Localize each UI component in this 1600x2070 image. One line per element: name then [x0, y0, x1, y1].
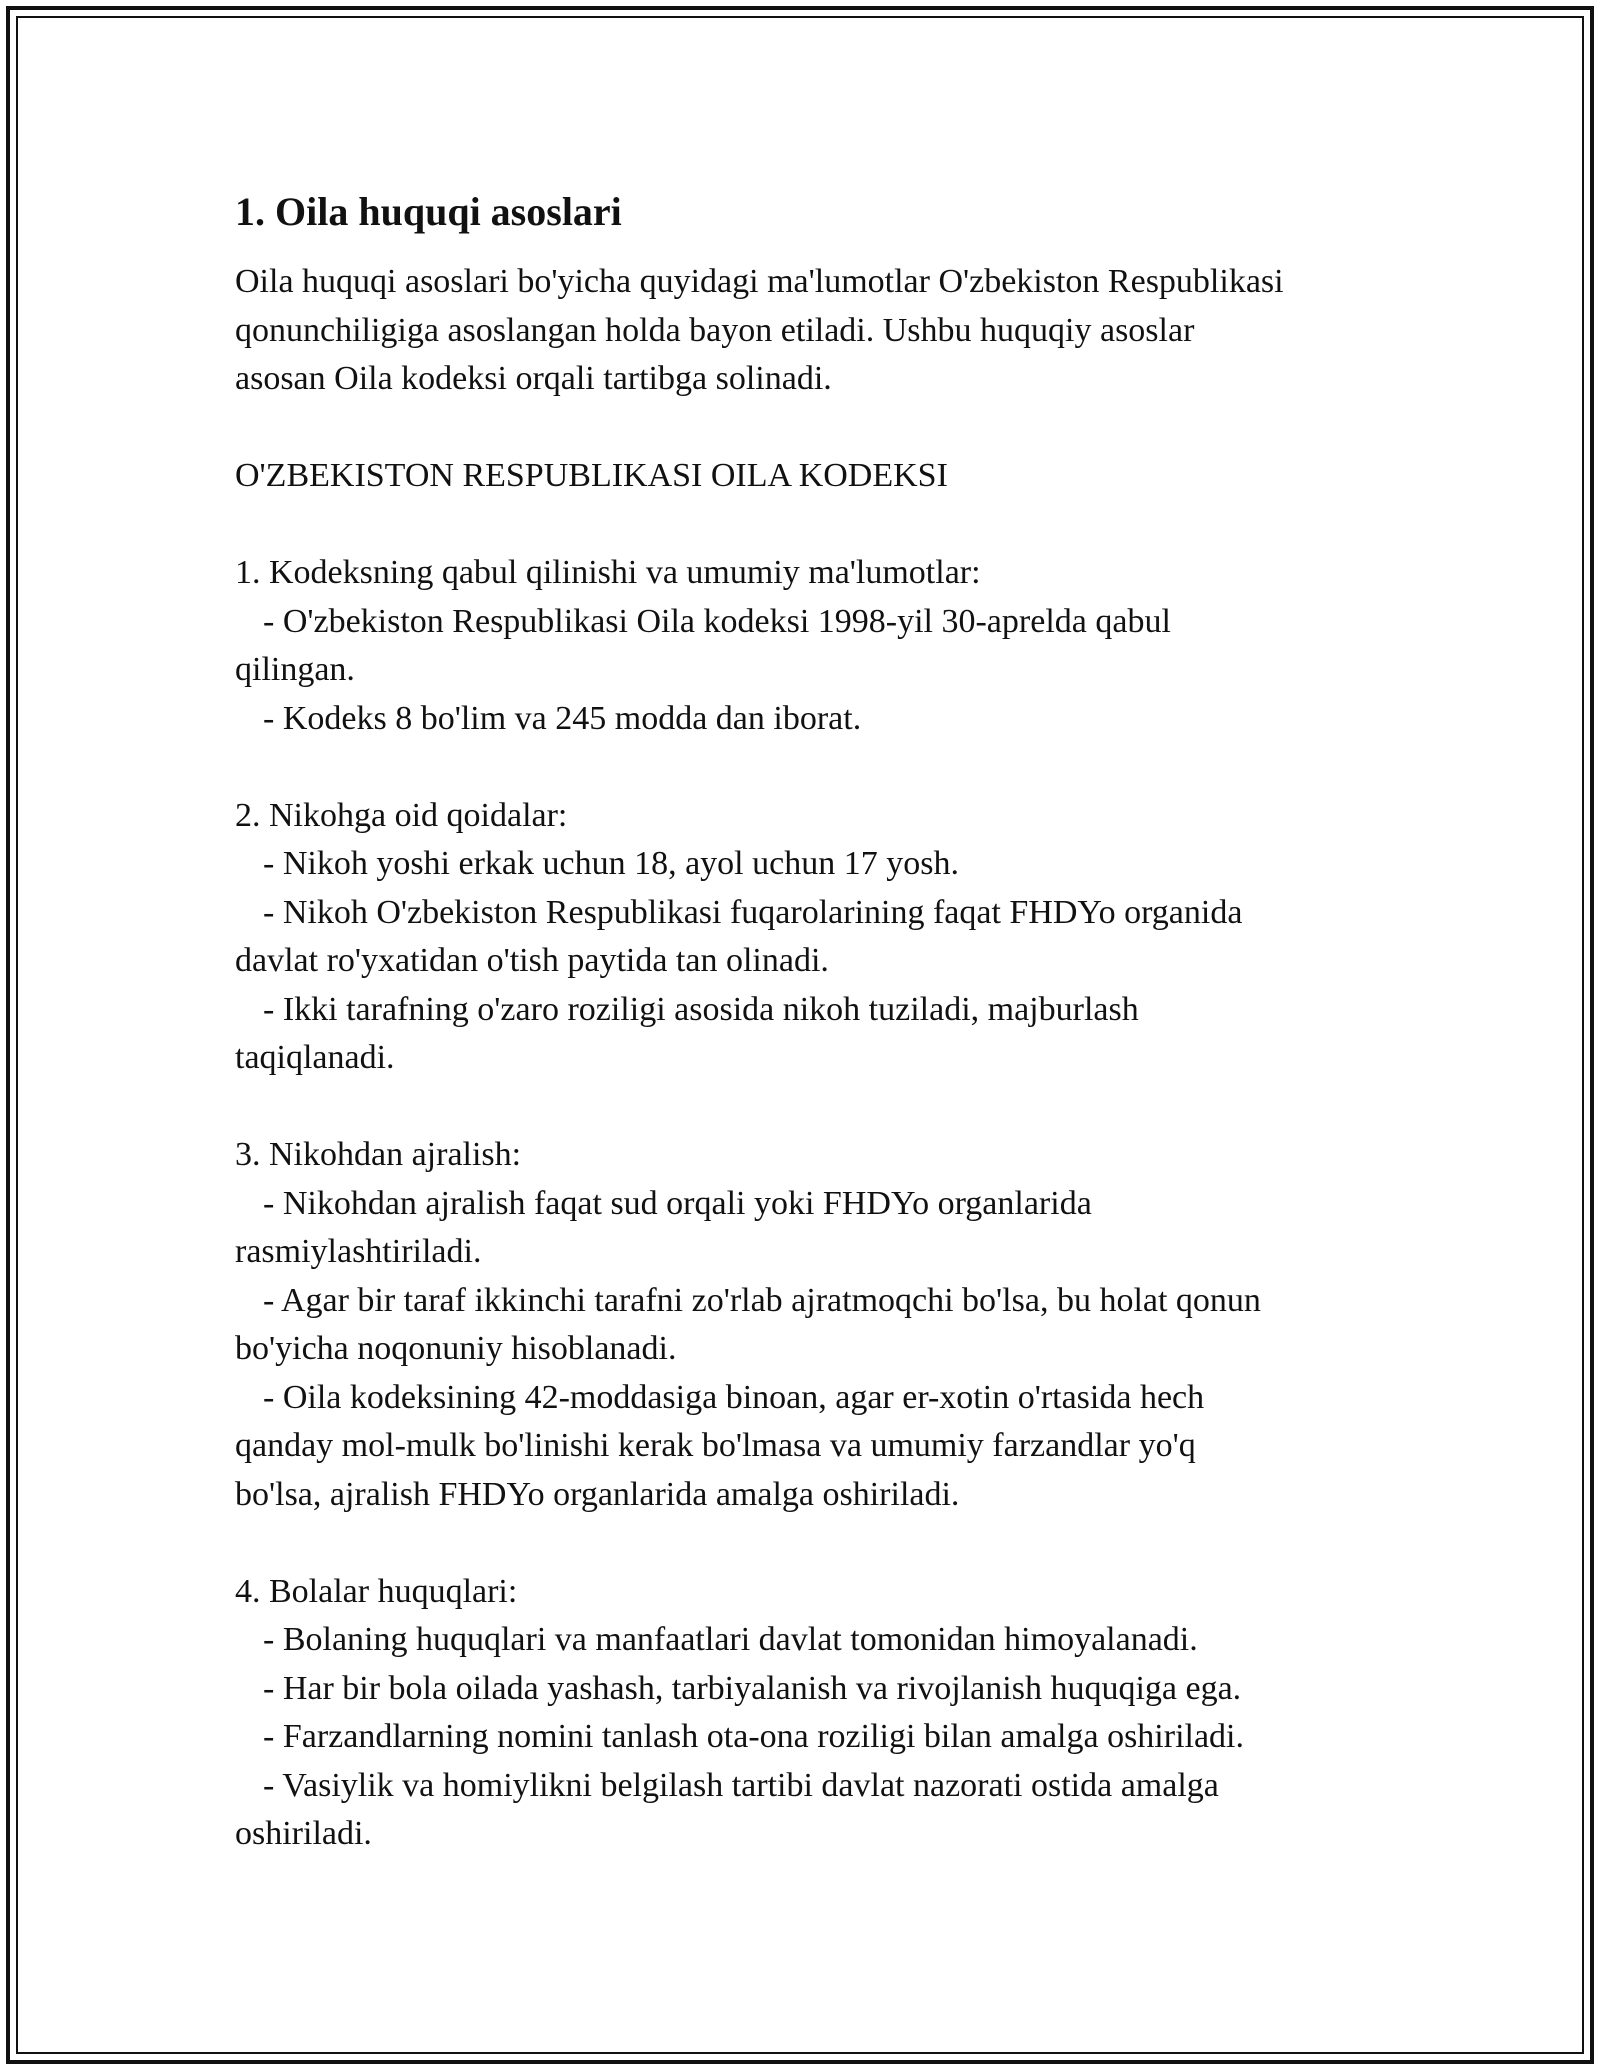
list-item [235, 1762, 1375, 1859]
list-item [235, 1277, 1375, 1374]
list-item [235, 1374, 1375, 1520]
section-heading: 1. Kodeksning qabul qilinishi va umumiy ma'lumotlar: [235, 554, 981, 591]
section [235, 792, 1375, 1083]
list-item [235, 1180, 1375, 1277]
list-item-line: - Vasiylik va homiylikni belgilash tartibi davlat nazorati ostida amalga [263, 1766, 1219, 1804]
list-item-line: - Har bir bola oilada yashash, tarbiyalanish va rivojlanish huquqiga ega. [263, 1669, 1242, 1707]
spacer [235, 1083, 1375, 1132]
section-heading: 3. Nikohdan ajralish: [235, 1136, 522, 1173]
spacer [235, 404, 1375, 453]
list-item-line: - Nikoh yoshi erkak uchun 18, ayol uchun 17 yosh. [263, 845, 959, 882]
list-item [235, 1616, 1375, 1665]
list-item-line: - Bolaning huquqlari va manfaatlari davlat tomonidan himoyalanadi. [263, 1621, 1198, 1658]
section [235, 549, 1375, 743]
list-item [235, 1665, 1375, 1714]
list-item-line: davlat ro'yxatidan o'tish paytida tan olinadi. [235, 942, 829, 979]
list-item [235, 1713, 1375, 1762]
section-heading: 2. Nikohga oid qoidalar: [235, 796, 568, 834]
document-title: 1. Oila huquqi asoslari [235, 189, 622, 234]
list-item-line: - Nikohdan ajralish faqat sud orqali yoki FHDYo organlarida [263, 1184, 1092, 1222]
list-item-line: taqiqlanadi. [235, 1039, 395, 1076]
spacer [235, 1519, 1375, 1568]
section [235, 1131, 1375, 1519]
list-item-line: - Oila kodeksining 42-moddasiga binoan, agar er-xotin o'rtasida hech [263, 1378, 1205, 1416]
intro-paragraph [235, 258, 1375, 404]
list-item [235, 695, 1375, 744]
intro-line: Oila huquqi asoslari bo'yicha quyidagi ma'lumotlar O'zbekiston Respublikasi [235, 263, 1284, 300]
list-item-line: bo'lsa, ajralish FHDYo organlarida amalga oshiriladi. [235, 1475, 960, 1513]
list-item [235, 598, 1375, 695]
spacer [235, 501, 1375, 550]
list-item-line: qanday mol-mulk bo'linishi kerak bo'lmasa va umumiy farzandlar yo'q [235, 1427, 1196, 1464]
list-item-line: - Ikki tarafning o'zaro roziligi asosida nikoh tuziladi, majburlash [263, 990, 1139, 1028]
list-item-line: - Agar bir taraf ikkinchi tarafni zo'rlab ajratmoqchi bo'lsa, bu holat qonun [263, 1281, 1261, 1319]
list-item-line: rasmiylashtiriladi. [235, 1233, 482, 1270]
list-item-line: oshiriladi. [235, 1815, 372, 1852]
list-item [235, 840, 1375, 889]
list-item-line: - Kodeks 8 bo'lim va 245 modda dan iborat. [263, 699, 862, 737]
list-item-line: - Farzandlarning nomini tanlash ota-ona roziligi bilan amalga oshiriladi. [263, 1718, 1245, 1755]
section-heading: 4. Bolalar huquqlari: [235, 1572, 518, 1610]
list-item-line: bo'yicha noqonuniy hisoblanadi. [235, 1330, 677, 1367]
intro-line: qonunchiligiga asoslangan holda bayon etiladi. Ushbu huquqiy asoslar [235, 311, 1195, 349]
list-item [235, 889, 1375, 986]
list-item-line: - O'zbekiston Respublikasi Oila kodeksi 1998-yil 30-aprelda qabul [263, 602, 1171, 640]
code-heading: O'ZBEKISTON RESPUBLIKASI OILA KODEKSI [235, 457, 948, 494]
list-item [235, 986, 1375, 1083]
document-body [235, 184, 1375, 1859]
list-item-line: qilingan. [235, 651, 355, 688]
spacer [235, 743, 1375, 792]
list-item-line: - Nikoh O'zbekiston Respublikasi fuqarolarining faqat FHDYo organida [263, 893, 1243, 931]
intro-line: asosan Oila kodeksi orqali tartibga solinadi. [235, 360, 832, 397]
section [235, 1568, 1375, 1859]
